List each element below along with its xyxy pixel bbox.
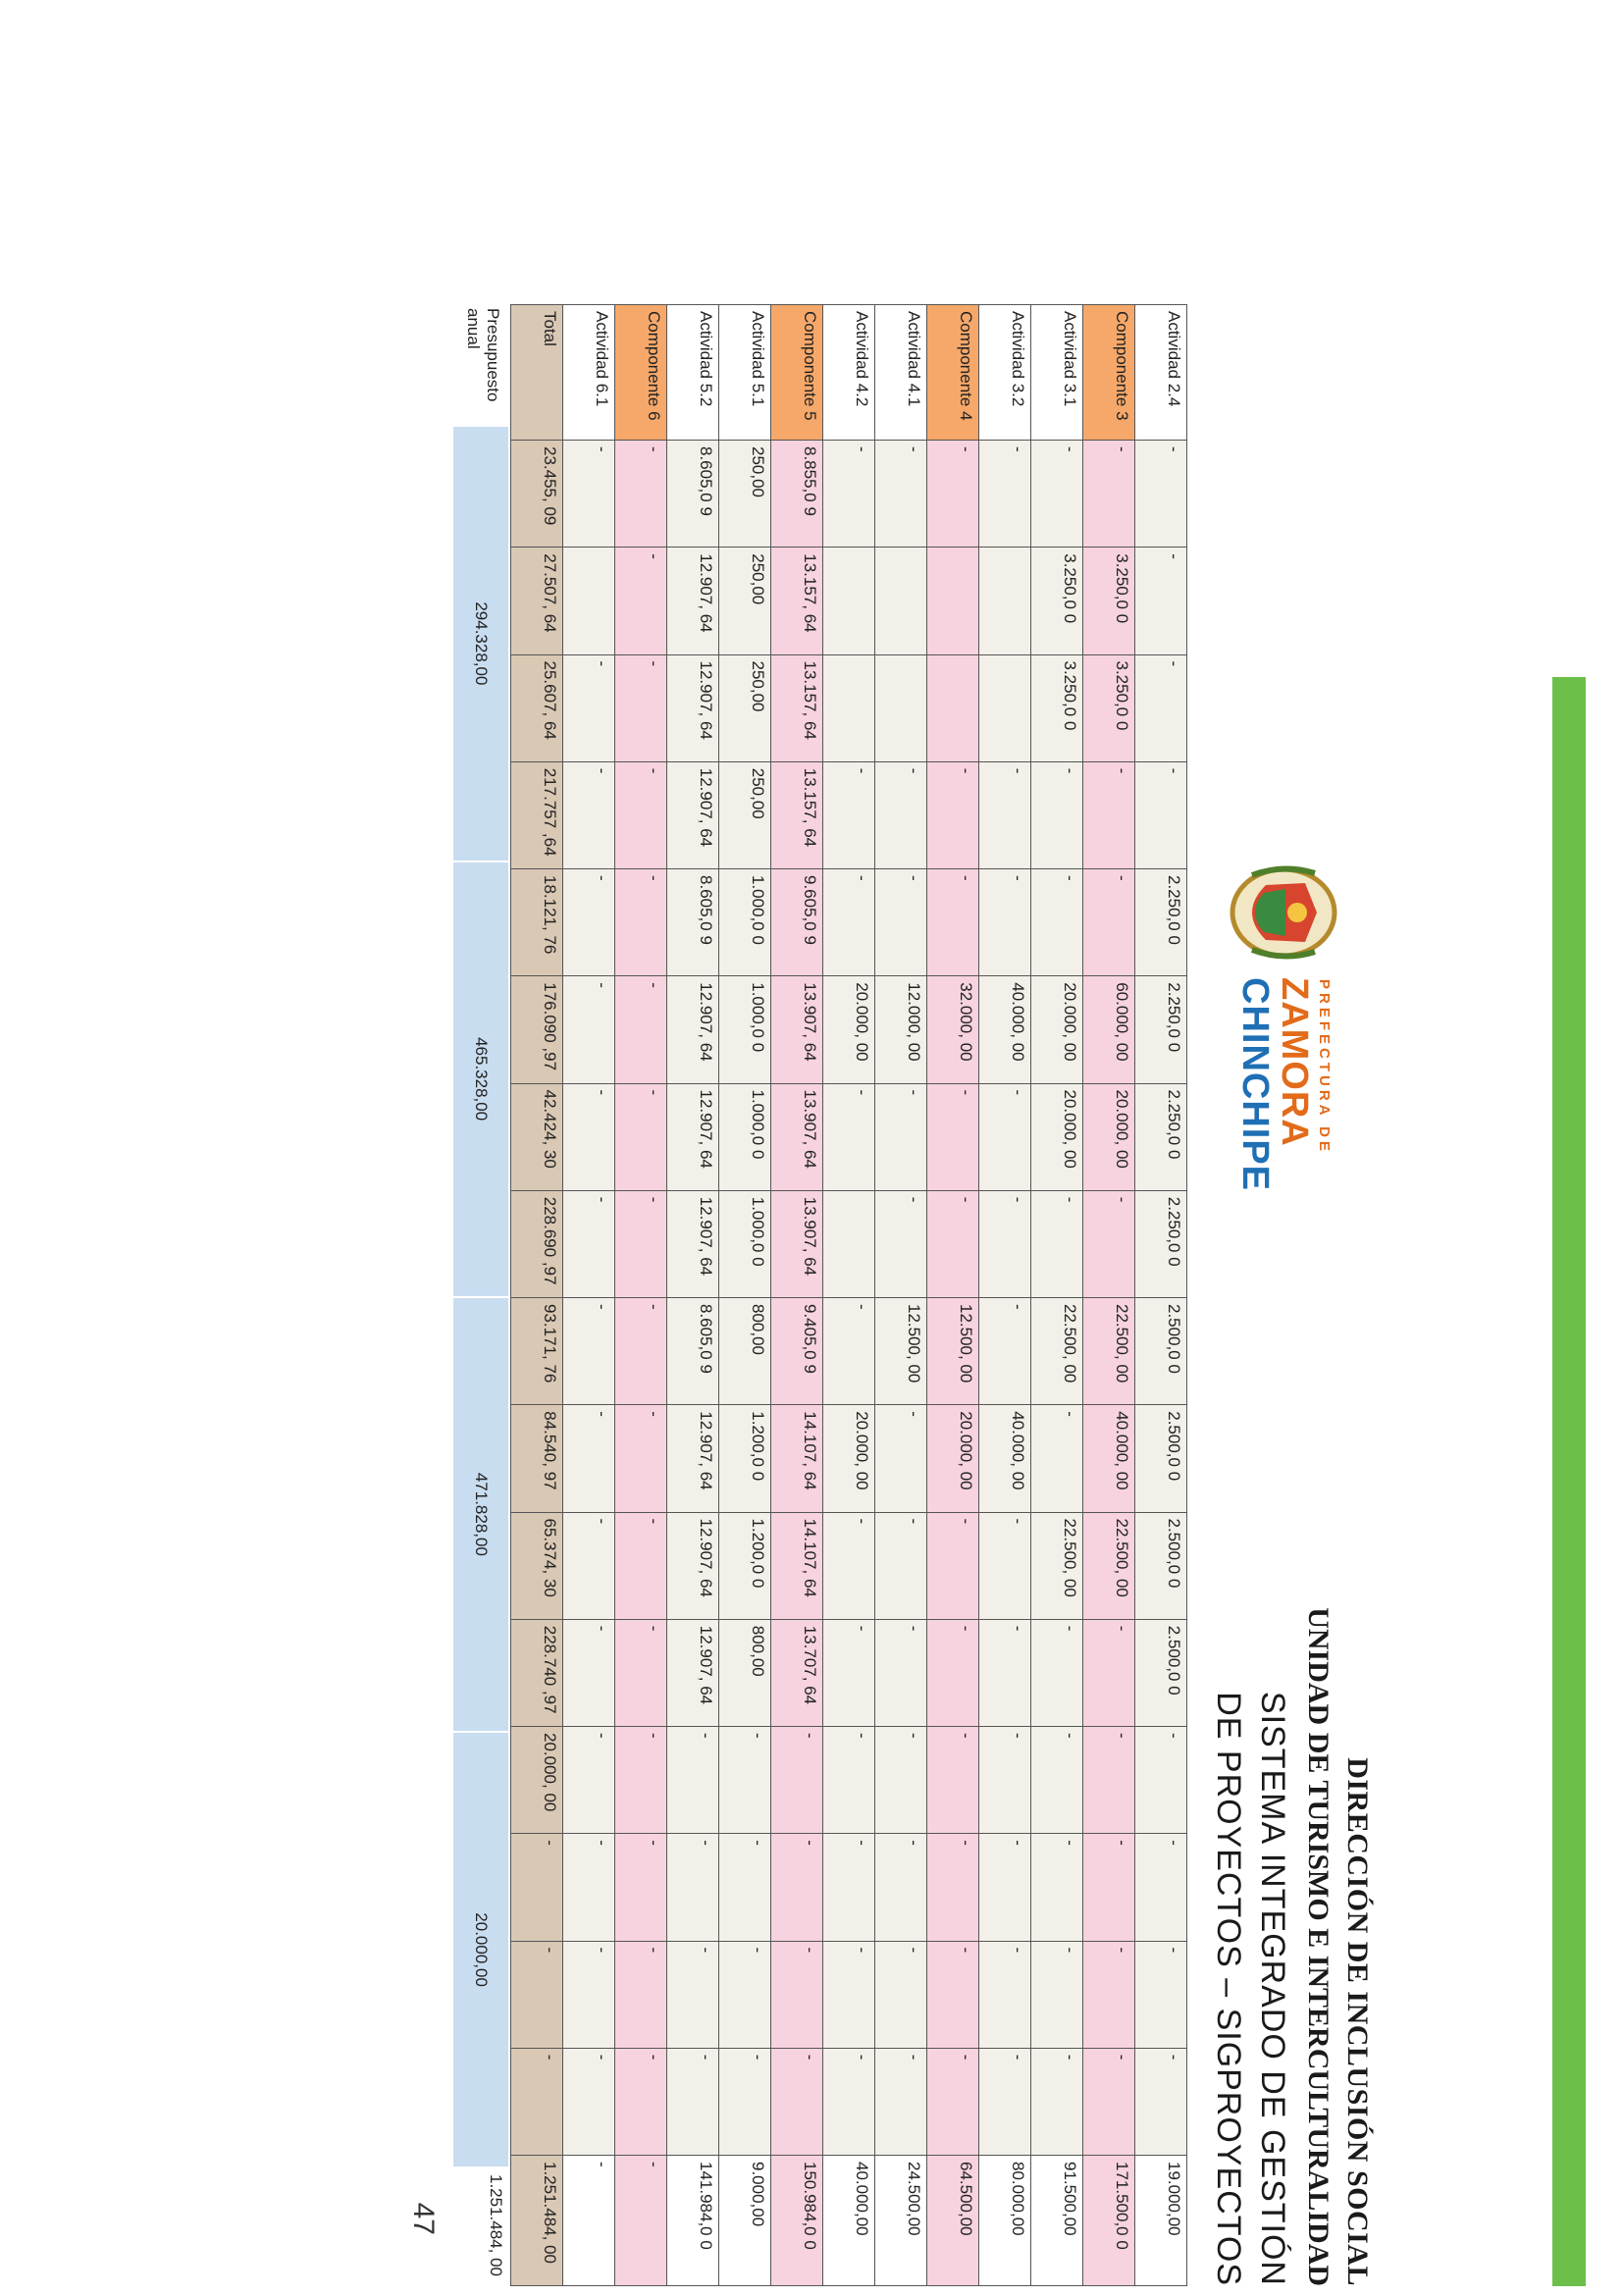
table-cell: 250,00 — [719, 548, 771, 654]
table-cell: - — [615, 1405, 667, 1512]
table-cell: - — [1031, 2048, 1083, 2155]
table-cell: 22.500, 00 — [1083, 1298, 1135, 1405]
table-cell: - — [771, 1941, 823, 2048]
table-cell: - — [1083, 1619, 1135, 1726]
table-cell: - — [1083, 869, 1135, 976]
table-cell: 20.000, 00 — [1031, 976, 1083, 1083]
table-cell: 22.500, 00 — [1031, 1512, 1083, 1619]
table-cell: 3.250,0 0 — [1083, 548, 1135, 654]
table-cell: 32.000, 00 — [927, 976, 979, 1083]
table-cell: - — [563, 1190, 615, 1297]
table-cell: 250,00 — [719, 761, 771, 868]
table-cell: - — [563, 1941, 615, 2048]
table-cell: 2.500,0 0 — [1135, 1405, 1187, 1512]
table-cell: - — [979, 1298, 1031, 1405]
table-cell — [823, 548, 875, 654]
table-cell: 9.605,0 9 — [771, 869, 823, 976]
table-cell: - — [563, 1619, 615, 1726]
table-cell: - — [563, 1727, 615, 1834]
table-cell: 14.107, 64 — [771, 1405, 823, 1512]
row-total: 40.000,00 — [823, 2156, 875, 2286]
table-cell: 800,00 — [719, 1619, 771, 1726]
table-cell: 9.405,0 9 — [771, 1298, 823, 1405]
table-cell: - — [1135, 1834, 1187, 1941]
table-cell: 250,00 — [719, 654, 771, 761]
row-label: Actividad 2.4 — [1135, 305, 1187, 441]
table-cell: - — [1031, 1941, 1083, 2048]
table-cell: - — [927, 2048, 979, 2155]
table-cell: - — [1031, 1619, 1083, 1726]
table-cell: 18.121, 76 — [511, 869, 563, 976]
table-cell: - — [1031, 1834, 1083, 1941]
table-cell: - — [1031, 1727, 1083, 1834]
table-cell: - — [1135, 2048, 1187, 2155]
table-cell — [979, 654, 1031, 761]
table-cell: 42.424, 30 — [511, 1083, 563, 1190]
table-cell: 12.907, 64 — [667, 1405, 719, 1512]
table-row — [667, 305, 719, 2286]
row-total: 24.500,00 — [875, 2156, 927, 2286]
table-cell: 20.000, 00 — [1031, 1083, 1083, 1190]
table-cell: - — [615, 1834, 667, 1941]
table-cell: - — [615, 1727, 667, 1834]
table-cell: 3.250,0 0 — [1083, 654, 1135, 761]
table-cell: 1.000,0 0 — [719, 976, 771, 1083]
table-cell: 12.907, 64 — [667, 1190, 719, 1297]
table-cell — [823, 654, 875, 761]
row-label: Actividad 4.1 — [875, 305, 927, 441]
table-cell: - — [875, 1834, 927, 1941]
row-label: Componente 3 — [1083, 305, 1135, 441]
table-cell: - — [979, 1512, 1031, 1619]
table-cell: 2.250,0 0 — [1135, 1083, 1187, 1190]
table-cell: - — [1083, 1941, 1135, 2048]
table-cell: - — [615, 761, 667, 868]
table-cell: - — [979, 1727, 1031, 1834]
table-cell: - — [979, 1941, 1031, 2048]
table-cell: 176.090 ,97 — [511, 976, 563, 1083]
table-cell: 20.000, 00 — [511, 1727, 563, 1834]
table-cell: - — [563, 976, 615, 1083]
table-cell — [927, 548, 979, 654]
row-total: 80.000,00 — [979, 2156, 1031, 2286]
row-label: Actividad 6.1 — [563, 305, 615, 441]
table-cell: 22.500, 00 — [1083, 1512, 1135, 1619]
annual-q3: 471.828,00 — [453, 1298, 508, 1732]
table-cell: 2.500,0 0 — [1135, 1619, 1187, 1726]
table-cell: - — [615, 1512, 667, 1619]
annual-q4: 20.000,00 — [453, 1733, 508, 2166]
table-cell: - — [875, 1619, 927, 1726]
table-cell: - — [979, 1619, 1031, 1726]
table-row — [563, 305, 615, 2286]
table-cell: 8.605,0 9 — [667, 869, 719, 976]
table-cell: - — [823, 2048, 875, 2155]
table-cell: - — [875, 1190, 927, 1297]
table-cell — [927, 654, 979, 761]
table-row — [771, 305, 823, 2286]
table-cell: 27.507, 64 — [511, 548, 563, 654]
table-cell: - — [615, 976, 667, 1083]
table-cell — [979, 548, 1031, 654]
table-cell: 25.607, 64 — [511, 654, 563, 761]
table-cell: 228.690 ,97 — [511, 1190, 563, 1297]
row-label: Componente 4 — [927, 305, 979, 441]
table-cell: - — [823, 1298, 875, 1405]
row-label: Actividad 5.2 — [667, 305, 719, 441]
table-cell: 13.907, 64 — [771, 1083, 823, 1190]
table-cell: 12.500, 00 — [875, 1298, 927, 1405]
table-cell — [875, 548, 927, 654]
table-cell: - — [1135, 1941, 1187, 2048]
table-cell: 20.000, 00 — [1083, 1083, 1135, 1190]
table-cell: - — [615, 1083, 667, 1190]
table-cell: - — [719, 1834, 771, 1941]
table-cell: - — [927, 869, 979, 976]
table-cell: - — [1031, 1190, 1083, 1297]
table-cell: - — [719, 1941, 771, 2048]
table-cell: - — [875, 441, 927, 548]
table-cell: - — [875, 1727, 927, 1834]
table-cell: - — [1083, 761, 1135, 868]
row-label: Total — [511, 305, 563, 441]
row-label: Componente 6 — [615, 305, 667, 441]
annual-total: 1.251.484, 00 — [487, 2174, 505, 2276]
table-cell: - — [979, 1083, 1031, 1190]
table-cell: - — [511, 1941, 563, 2048]
row-total: 150.984,0 0 — [771, 2156, 823, 2286]
table-cell: - — [1135, 761, 1187, 868]
table-cell: - — [823, 1619, 875, 1726]
table-cell: - — [875, 869, 927, 976]
table-cell: - — [875, 2048, 927, 2155]
table-cell: - — [1031, 761, 1083, 868]
annual-q2: 465.328,00 — [453, 862, 508, 1296]
table-cell: 13.157, 64 — [771, 654, 823, 761]
table-cell: 1.200,0 0 — [719, 1512, 771, 1619]
table-cell: - — [511, 2048, 563, 2155]
table-cell: - — [875, 1405, 927, 1512]
header-unit: UNIDAD DE TURISMO E INTERCULTURALIDAD — [1302, 1607, 1335, 2286]
table-cell: - — [719, 1727, 771, 1834]
green-margin-bar — [1552, 677, 1586, 2286]
table-cell: 65.374, 30 — [511, 1512, 563, 1619]
table-row — [719, 305, 771, 2286]
table-cell: - — [927, 1190, 979, 1297]
table-cell: 13.907, 64 — [771, 976, 823, 1083]
table-cell: - — [615, 441, 667, 548]
table-cell: - — [927, 1619, 979, 1726]
logo-prefix: PREFECTURA DE — [1316, 979, 1333, 1155]
header-system-name: DE PROYECTOS – SIGPROYECTOS — [1210, 1692, 1247, 2286]
table-cell: 2.250,0 0 — [1135, 869, 1187, 976]
table-cell: - — [823, 869, 875, 976]
logo-name-zamora: ZAMORA — [1274, 977, 1315, 1147]
table-cell: - — [563, 761, 615, 868]
table-cell: - — [1083, 1727, 1135, 1834]
table-cell: 800,00 — [719, 1298, 771, 1405]
table-cell: - — [667, 1834, 719, 1941]
table-row — [511, 305, 563, 2286]
table-cell: - — [823, 1834, 875, 1941]
table-row — [1083, 305, 1135, 2286]
table-cell: - — [875, 761, 927, 868]
table-cell: - — [875, 1941, 927, 2048]
table-cell: - — [979, 1190, 1031, 1297]
table-cell: 12.907, 64 — [667, 1619, 719, 1726]
prefectura-logo — [1207, 854, 1344, 1266]
table-cell: - — [927, 761, 979, 868]
coat-of-arms-icon — [1227, 854, 1344, 971]
row-total: 9.000,00 — [719, 2156, 771, 2286]
table-cell: - — [563, 869, 615, 976]
header-direction: DIRECCIÓN DE INCLUSIÓN SOCIAL — [1341, 1757, 1374, 2286]
table-cell: 3.250,0 0 — [1031, 548, 1083, 654]
table-cell: - — [1135, 548, 1187, 654]
table-cell: 12.907, 64 — [667, 761, 719, 868]
table-cell: - — [563, 441, 615, 548]
table-cell: 12.907, 64 — [667, 1083, 719, 1190]
row-total: 91.500,00 — [1031, 2156, 1083, 2286]
table-row — [979, 305, 1031, 2286]
table-cell: 8.855,0 9 — [771, 441, 823, 548]
table-cell: 217.757 ,64 — [511, 761, 563, 868]
table-cell: 12.907, 64 — [667, 1512, 719, 1619]
table-cell: - — [771, 2048, 823, 2155]
table-cell: 228.740 ,97 — [511, 1619, 563, 1726]
header-titles — [1209, 1607, 1374, 2286]
page-header — [1197, 304, 1374, 2286]
table-cell: 13.157, 64 — [771, 761, 823, 868]
table-row — [927, 305, 979, 2286]
table-cell: - — [615, 1298, 667, 1405]
table-cell: 1.000,0 0 — [719, 869, 771, 976]
table-cell: - — [1083, 2048, 1135, 2155]
table-cell: 40.000, 00 — [979, 976, 1031, 1083]
table-cell: - — [615, 1941, 667, 2048]
row-total: - — [563, 2156, 615, 2286]
table-cell: - — [615, 1619, 667, 1726]
row-label: Actividad 5.1 — [719, 305, 771, 441]
table-cell: - — [1135, 1727, 1187, 1834]
annual-budget-row — [449, 304, 508, 2286]
table-cell: 40.000, 00 — [1083, 1405, 1135, 1512]
table-cell: - — [1031, 441, 1083, 548]
table-cell: 8.605,0 9 — [667, 441, 719, 548]
table-cell: 93.171, 76 — [511, 1298, 563, 1405]
table-cell: 2.250,0 0 — [1135, 1190, 1187, 1297]
table-cell: - — [771, 1727, 823, 1834]
budget-table — [510, 304, 1187, 2286]
table-cell: - — [823, 1941, 875, 2048]
table-cell: - — [979, 869, 1031, 976]
table-cell: 12.907, 64 — [667, 976, 719, 1083]
row-label: Actividad 4.2 — [823, 305, 875, 441]
row-total: 19.000,00 — [1135, 2156, 1187, 2286]
annual-q1: 294.328,00 — [453, 427, 508, 861]
table-cell: 2.500,0 0 — [1135, 1298, 1187, 1405]
table-cell: - — [1135, 441, 1187, 548]
table-cell: - — [615, 2048, 667, 2155]
table-cell: 12.500, 00 — [927, 1298, 979, 1405]
table-cell: 20.000, 00 — [823, 976, 875, 1083]
rotated-page — [49, 304, 1374, 2286]
row-total: 64.500,00 — [927, 2156, 979, 2286]
table-cell: - — [1083, 441, 1135, 548]
table-cell: - — [563, 1083, 615, 1190]
table-cell: - — [563, 1298, 615, 1405]
table-cell: - — [927, 1941, 979, 2048]
table-cell: 1.000,0 0 — [719, 1190, 771, 1297]
table-cell: 20.000, 00 — [823, 1405, 875, 1512]
table-cell: 2.250,0 0 — [1135, 976, 1187, 1083]
logo-name-chinchipe: CHINCHIPE — [1234, 977, 1276, 1192]
table-cell: - — [927, 1083, 979, 1190]
table-cell: - — [823, 1727, 875, 1834]
table-cell: - — [823, 761, 875, 868]
table-cell: 8.605,0 9 — [667, 1298, 719, 1405]
table-cell: 3.250,0 0 — [1031, 654, 1083, 761]
table-cell: - — [979, 441, 1031, 548]
table-cell — [875, 654, 927, 761]
table-cell: 13.707, 64 — [771, 1619, 823, 1726]
row-total: - — [615, 2156, 667, 2286]
table-cell: - — [1083, 1190, 1135, 1297]
table-cell: - — [1031, 1405, 1083, 1512]
table-cell: - — [927, 1834, 979, 1941]
table-cell: - — [823, 1083, 875, 1190]
table-cell: - — [563, 1512, 615, 1619]
table-row — [1135, 305, 1187, 2286]
table-cell: - — [1083, 1834, 1135, 1941]
table-row — [823, 305, 875, 2286]
table-cell: - — [563, 654, 615, 761]
table-cell: - — [563, 1834, 615, 1941]
row-total: 171.500,0 0 — [1083, 2156, 1135, 2286]
table-cell: 12.907, 64 — [667, 654, 719, 761]
table-cell: 60.000, 00 — [1083, 976, 1135, 1083]
table-cell: - — [823, 441, 875, 548]
row-total: 1.251.484, 00 — [511, 2156, 563, 2286]
table-cell: - — [1031, 869, 1083, 976]
row-total: 141.984,0 0 — [667, 2156, 719, 2286]
table-cell: - — [979, 2048, 1031, 2155]
table-cell: - — [615, 548, 667, 654]
table-row — [875, 305, 927, 2286]
row-label: Actividad 3.2 — [979, 305, 1031, 441]
table-cell: - — [875, 1512, 927, 1619]
table-cell: 13.907, 64 — [771, 1190, 823, 1297]
header-system: SISTEMA INTEGRADO DE GESTIÓN — [1254, 1691, 1291, 2286]
table-cell: - — [615, 654, 667, 761]
table-cell: 20.000, 00 — [927, 1405, 979, 1512]
table-row — [615, 305, 667, 2286]
table-cell: 250,00 — [719, 441, 771, 548]
annual-label: Presupuesto anual — [463, 308, 502, 402]
row-label: Componente 5 — [771, 305, 823, 441]
page-number: 47 — [407, 2202, 440, 2235]
table-cell: - — [927, 1512, 979, 1619]
table-cell: 13.157, 64 — [771, 548, 823, 654]
table-cell: - — [1135, 654, 1187, 761]
table-cell: - — [719, 2048, 771, 2155]
table-cell: - — [979, 761, 1031, 868]
table-cell: - — [667, 1941, 719, 2048]
table-cell: 22.500, 00 — [1031, 1298, 1083, 1405]
table-cell: - — [667, 1727, 719, 1834]
table-cell: - — [875, 1083, 927, 1190]
table-cell: 2.500,0 0 — [1135, 1512, 1187, 1619]
table-cell: - — [771, 1834, 823, 1941]
table-cell: - — [615, 1190, 667, 1297]
table-row — [1031, 305, 1083, 2286]
table-cell — [563, 548, 615, 654]
table-cell: - — [823, 1512, 875, 1619]
table-cell: - — [927, 1727, 979, 1834]
table-cell: 14.107, 64 — [771, 1512, 823, 1619]
table-cell: - — [615, 869, 667, 976]
table-cell — [823, 1190, 875, 1297]
table-cell: 1.000,0 0 — [719, 1083, 771, 1190]
table-cell: 23.455, 09 — [511, 441, 563, 548]
table-cell: - — [563, 2048, 615, 2155]
table-cell: - — [511, 1834, 563, 1941]
table-cell: - — [563, 1405, 615, 1512]
table-cell: 40.000, 00 — [979, 1405, 1031, 1512]
table-cell: - — [979, 1834, 1031, 1941]
table-cell: 84.540, 97 — [511, 1405, 563, 1512]
row-label: Actividad 3.1 — [1031, 305, 1083, 441]
table-cell: 12.000, 00 — [875, 976, 927, 1083]
table-cell: - — [927, 441, 979, 548]
table-cell: - — [667, 2048, 719, 2155]
table-cell: 12.907, 64 — [667, 548, 719, 654]
table-cell: 1.200,0 0 — [719, 1405, 771, 1512]
